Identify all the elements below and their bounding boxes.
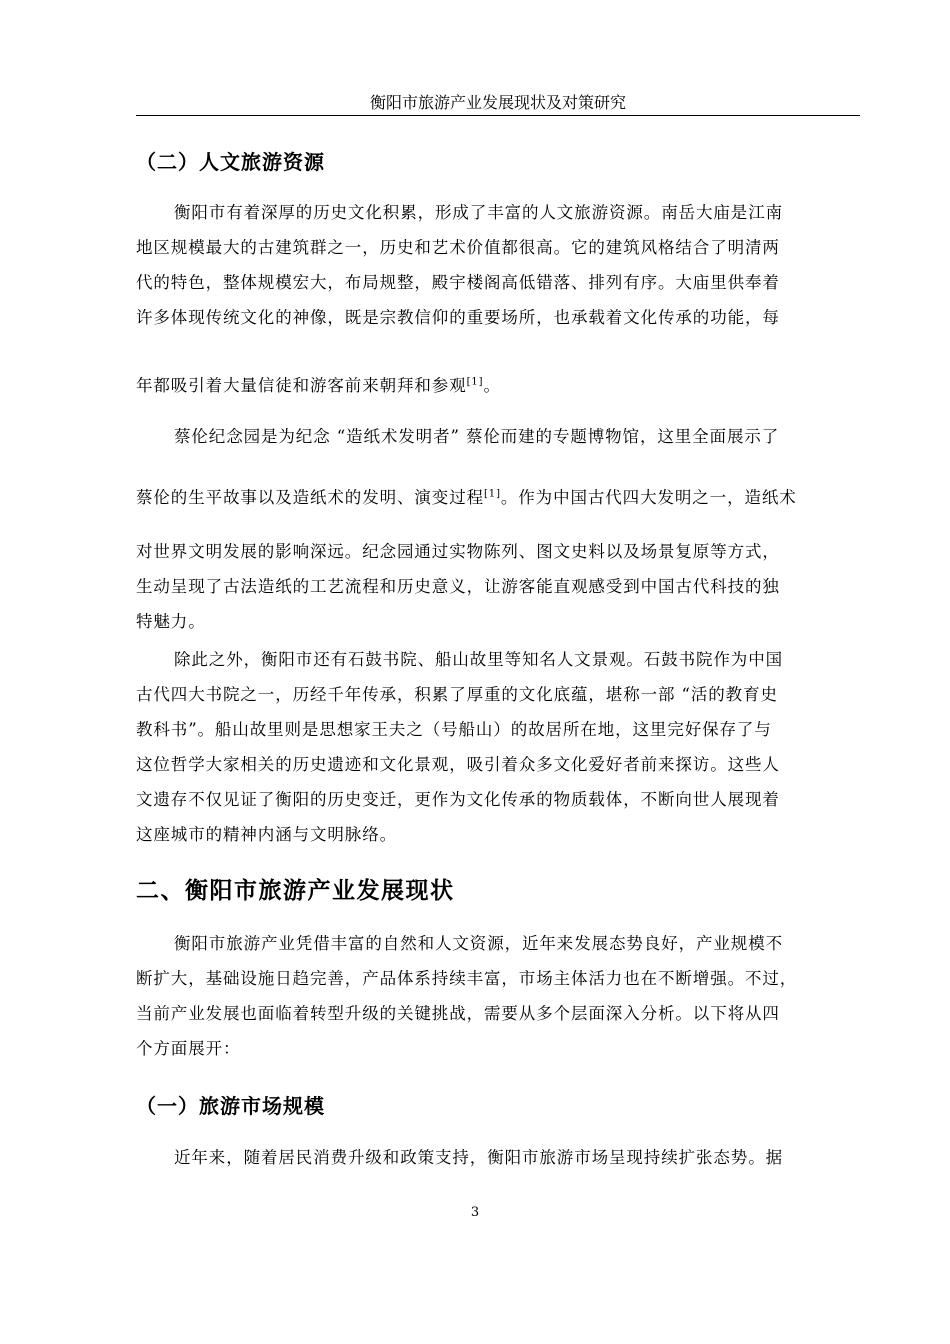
body-line: 当前产业发展也面临着转型升级的关键挑战，需要从多个层面深入分析。以下将从四 <box>136 1004 780 1023</box>
body-line: 代的特色，整体规模宏大，布局规整，殿宇楼阁高低错落、排列有序。大庙里供奉着 <box>136 273 780 292</box>
body-line: 对世界文明发展的影响深远。纪念园通过实物陈列、图文史料以及场景复原等方式， <box>136 542 780 561</box>
body-line: 地区规模最大的古建筑群之一，历史和艺术价值都很高。它的建筑风格结合了明清两 <box>136 238 780 257</box>
running-header: 衡阳市旅游产业发展现状及对策研究 <box>369 93 626 112</box>
body-line: 近年来，随着居民消费升级和政策支持，衡阳市旅游市场呈现持续扩张态势。据 <box>174 1148 783 1167</box>
chapter-heading-industry-status: 二、衡阳市旅游产业发展现状 <box>136 878 455 904</box>
body-line: 许多体现传统文化的神像，既是宗教信仰的重要场所，也承载着文化传承的功能，每 <box>136 308 780 327</box>
body-line: 教科书”。船山故里则是思想家王夫之（号船山）的故居所在地，这里完好保存了与 <box>136 720 772 739</box>
header-rule <box>136 115 860 116</box>
body-line-with-citation <box>136 374 501 398</box>
citation-ref[interactable]: [1] <box>466 376 484 388</box>
body-line: 特魅力。 <box>136 612 206 631</box>
body-line: 这座城市的精神内涵与文明脉络。 <box>136 825 397 844</box>
body-line: 生动呈现了古法造纸的工艺流程和历史意义，让游客能直观感受到中国古代科技的独 <box>136 577 780 596</box>
section-heading-market-scale: （一）旅游市场规模 <box>136 1094 325 1118</box>
body-line: 个方面展开： <box>136 1039 241 1058</box>
body-text: 年都吸引着大量信徒和游客前来朝拜和参观 <box>136 376 467 395</box>
body-line: 除此之外，衡阳市还有石鼓书院、船山故里等知名人文景观。石鼓书院作为中国 <box>174 650 783 669</box>
page-number: 3 <box>470 1205 480 1220</box>
body-text: 。作为中国古代四大发明之一，造纸术 <box>500 488 797 507</box>
body-line: 古代四大书院之一，历经千年传承，积累了厚重的文化底蕴，堪称一部 “活的教育史 <box>136 685 778 704</box>
body-text: 。 <box>483 376 501 395</box>
body-line: 文遗存不仅见证了衡阳的历史变迁，更作为文化传承的物质载体，不断向世人展现着 <box>136 790 780 809</box>
body-line: 衡阳市有着深厚的历史文化积累，形成了丰富的人文旅游资源。南岳大庙是江南 <box>174 203 783 222</box>
citation-ref[interactable]: [1] <box>484 488 501 500</box>
body-text: 蔡伦的生平故事以及造纸术的发明、演变过程 <box>136 488 484 507</box>
body-line: 这位哲学大家相关的历史遗迹和文化景观，吸引着众多文化爱好者前来探访。这些人 <box>136 755 780 774</box>
section-heading-cultural-resources: （二）人文旅游资源 <box>136 150 325 174</box>
body-line-with-citation <box>136 486 797 510</box>
body-line: 蔡伦纪念园是为纪念 “造纸术发明者” 蔡伦而建的专题博物馆，这里全面展示了 <box>174 427 780 446</box>
body-line: 衡阳市旅游产业凭借丰富的自然和人文资源，近年来发展态势良好，产业规模不 <box>174 934 783 953</box>
body-line: 断扩大，基础设施日趋完善，产品体系持续丰富，市场主体活力也在不断增强。不过， <box>136 969 798 988</box>
